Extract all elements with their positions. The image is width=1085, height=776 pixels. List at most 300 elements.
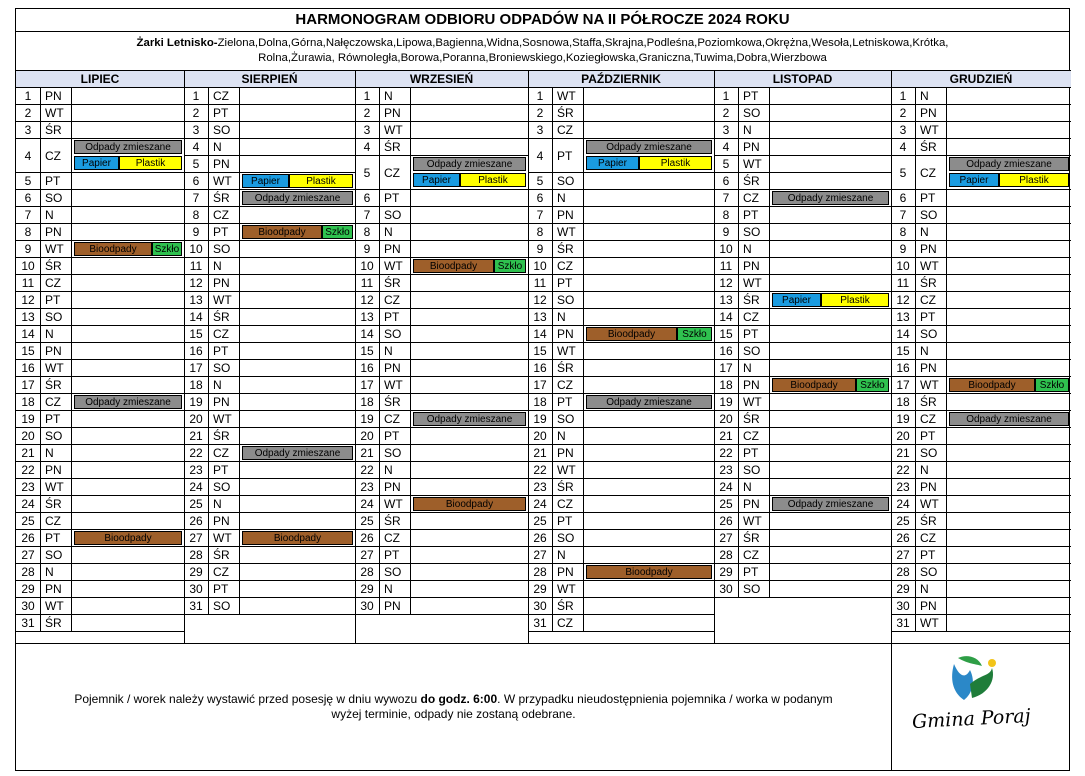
day-row bbox=[355, 343, 528, 360]
weekday: ŚR bbox=[41, 377, 72, 393]
day-row bbox=[16, 173, 184, 190]
weekday: CZ bbox=[209, 88, 240, 104]
day-row bbox=[184, 258, 355, 275]
weekday: CZ bbox=[380, 411, 411, 427]
day-row bbox=[184, 156, 355, 173]
waste-badge-paper: Papier bbox=[586, 156, 639, 170]
day-row bbox=[184, 122, 355, 139]
day-number: 17 bbox=[891, 377, 916, 393]
day-row bbox=[891, 156, 1071, 190]
day-row bbox=[184, 207, 355, 224]
day-row bbox=[184, 105, 355, 122]
day-number: 5 bbox=[528, 173, 553, 189]
weekday: PT bbox=[553, 513, 584, 529]
day-number: 30 bbox=[355, 598, 380, 614]
day-row bbox=[714, 564, 891, 581]
weekday: CZ bbox=[916, 292, 947, 308]
weekday: N bbox=[209, 258, 240, 274]
day-number: 24 bbox=[355, 496, 380, 512]
day-number: 16 bbox=[714, 343, 739, 359]
day-number: 22 bbox=[714, 445, 739, 461]
day-row bbox=[714, 292, 891, 309]
day-number: 10 bbox=[528, 258, 553, 274]
day-row bbox=[184, 479, 355, 496]
day-row bbox=[184, 292, 355, 309]
weekday: WT bbox=[916, 496, 947, 512]
day-row bbox=[16, 445, 184, 462]
day-row bbox=[16, 581, 184, 598]
weekday: PN bbox=[916, 241, 947, 257]
day-number: 17 bbox=[714, 360, 739, 376]
weekday: WT bbox=[41, 241, 72, 257]
weekday: PN bbox=[739, 258, 770, 274]
day-row bbox=[355, 462, 528, 479]
day-row bbox=[891, 377, 1071, 394]
month-column bbox=[184, 70, 355, 643]
day-row bbox=[891, 292, 1071, 309]
day-row bbox=[528, 547, 714, 564]
weekday: CZ bbox=[41, 275, 72, 291]
calendar-grid bbox=[16, 70, 1069, 643]
day-number: 12 bbox=[891, 292, 916, 308]
waste-badge-mixed: Odpady zmieszane bbox=[949, 412, 1069, 426]
weekday: PT bbox=[41, 530, 72, 546]
day-row bbox=[891, 530, 1071, 547]
weekday: PN bbox=[916, 105, 947, 121]
day-row bbox=[184, 343, 355, 360]
day-row bbox=[714, 207, 891, 224]
weekday: SO bbox=[380, 445, 411, 461]
weekday: PN bbox=[41, 343, 72, 359]
day-row bbox=[714, 241, 891, 258]
day-row bbox=[528, 615, 714, 632]
day-row bbox=[891, 428, 1071, 445]
day-row bbox=[528, 309, 714, 326]
day-row bbox=[891, 122, 1071, 139]
weekday: N bbox=[41, 445, 72, 461]
weekday: SO bbox=[916, 207, 947, 223]
day-number: 3 bbox=[16, 122, 41, 138]
weekday: CZ bbox=[380, 292, 411, 308]
day-row bbox=[714, 411, 891, 428]
weekday: N bbox=[553, 309, 584, 325]
weekday: CZ bbox=[380, 156, 411, 189]
day-row bbox=[528, 275, 714, 292]
day-number: 2 bbox=[528, 105, 553, 121]
weekday: PN bbox=[739, 496, 770, 512]
day-row bbox=[891, 275, 1071, 292]
day-row bbox=[355, 360, 528, 377]
day-row bbox=[184, 88, 355, 105]
weekday: N bbox=[380, 88, 411, 104]
day-number: 4 bbox=[528, 139, 553, 172]
day-number: 13 bbox=[184, 292, 209, 308]
day-number: 11 bbox=[714, 258, 739, 274]
day-row bbox=[528, 377, 714, 394]
day-row bbox=[528, 564, 714, 581]
day-number: 12 bbox=[355, 292, 380, 308]
weekday: CZ bbox=[739, 428, 770, 444]
waste-badge-mixed: Odpady zmieszane bbox=[242, 446, 353, 460]
day-row bbox=[355, 530, 528, 547]
day-number: 11 bbox=[16, 275, 41, 291]
day-row bbox=[891, 564, 1071, 581]
day-row bbox=[528, 105, 714, 122]
weekday: PN bbox=[41, 88, 72, 104]
weekday: N bbox=[916, 462, 947, 478]
day-row bbox=[528, 462, 714, 479]
day-row bbox=[184, 496, 355, 513]
day-row bbox=[16, 343, 184, 360]
weekday: WT bbox=[209, 292, 240, 308]
day-row bbox=[714, 479, 891, 496]
day-row bbox=[184, 394, 355, 411]
weekday: ŚR bbox=[739, 173, 770, 189]
day-row bbox=[355, 377, 528, 394]
day-row bbox=[184, 581, 355, 598]
weekday: CZ bbox=[209, 445, 240, 461]
day-number: 12 bbox=[714, 275, 739, 291]
day-number: 4 bbox=[355, 139, 380, 155]
day-row bbox=[355, 513, 528, 530]
day-number: 31 bbox=[891, 615, 916, 631]
day-number: 8 bbox=[891, 224, 916, 240]
weekday: SO bbox=[916, 564, 947, 580]
day-number: 20 bbox=[891, 428, 916, 444]
day-number: 3 bbox=[528, 122, 553, 138]
day-number: 7 bbox=[355, 207, 380, 223]
weekday: SO bbox=[553, 411, 584, 427]
day-number: 9 bbox=[528, 241, 553, 257]
day-number: 5 bbox=[184, 156, 209, 172]
weekday: PT bbox=[553, 139, 584, 172]
weekday: WT bbox=[739, 275, 770, 291]
weekday: PN bbox=[41, 462, 72, 478]
weekday: WT bbox=[553, 462, 584, 478]
day-number: 26 bbox=[714, 513, 739, 529]
weekday: ŚR bbox=[553, 241, 584, 257]
weekday: ŚR bbox=[41, 496, 72, 512]
weekday: WT bbox=[553, 581, 584, 597]
day-row bbox=[528, 224, 714, 241]
day-number: 7 bbox=[891, 207, 916, 223]
weekday: N bbox=[739, 122, 770, 138]
weekday: SO bbox=[553, 292, 584, 308]
day-row bbox=[714, 224, 891, 241]
day-number: 28 bbox=[16, 564, 41, 580]
day-row bbox=[891, 547, 1071, 564]
day-number: 13 bbox=[891, 309, 916, 325]
day-row bbox=[714, 156, 891, 173]
day-number: 1 bbox=[714, 88, 739, 104]
day-row bbox=[891, 581, 1071, 598]
day-row bbox=[16, 207, 184, 224]
day-row bbox=[355, 207, 528, 224]
weekday: ŚR bbox=[739, 292, 770, 308]
day-row bbox=[891, 462, 1071, 479]
weekday: WT bbox=[41, 479, 72, 495]
day-row bbox=[355, 139, 528, 156]
day-row bbox=[355, 479, 528, 496]
day-number: 25 bbox=[528, 513, 553, 529]
day-row bbox=[528, 598, 714, 615]
weekday: ŚR bbox=[916, 275, 947, 291]
day-row bbox=[528, 139, 714, 173]
day-number: 6 bbox=[355, 190, 380, 206]
weekday: ŚR bbox=[41, 258, 72, 274]
month-column bbox=[16, 70, 184, 643]
weekday: PN bbox=[739, 139, 770, 155]
weekday: PT bbox=[553, 275, 584, 291]
weekday: N bbox=[41, 326, 72, 342]
weekday: ŚR bbox=[209, 547, 240, 563]
day-number: 7 bbox=[714, 190, 739, 206]
weekday: PN bbox=[916, 598, 947, 614]
weekday: PT bbox=[41, 292, 72, 308]
weekday: PN bbox=[41, 581, 72, 597]
day-row bbox=[528, 326, 714, 343]
day-row bbox=[528, 479, 714, 496]
day-number: 2 bbox=[714, 105, 739, 121]
waste-badge-bio: Bioodpady bbox=[74, 531, 182, 545]
day-number: 4 bbox=[16, 139, 41, 172]
weekday: N bbox=[209, 496, 240, 512]
day-number: 9 bbox=[355, 241, 380, 257]
waste-badge-mixed: Odpady zmieszane bbox=[949, 157, 1069, 171]
month-header: LISTOPAD bbox=[714, 70, 891, 88]
day-number: 30 bbox=[16, 598, 41, 614]
day-row bbox=[16, 496, 184, 513]
day-row bbox=[891, 207, 1071, 224]
day-number: 5 bbox=[714, 156, 739, 172]
day-row bbox=[16, 275, 184, 292]
day-row bbox=[16, 360, 184, 377]
weekday: WT bbox=[916, 258, 947, 274]
weekday: PT bbox=[380, 547, 411, 563]
day-number: 9 bbox=[16, 241, 41, 257]
day-number: 12 bbox=[16, 292, 41, 308]
day-row bbox=[184, 428, 355, 445]
day-number: 30 bbox=[184, 581, 209, 597]
weekday: N bbox=[916, 581, 947, 597]
weekday: ŚR bbox=[380, 513, 411, 529]
day-row bbox=[891, 241, 1071, 258]
day-number: 22 bbox=[528, 462, 553, 478]
day-row bbox=[16, 105, 184, 122]
day-row bbox=[355, 445, 528, 462]
note-text-3: wyżej terminie, odpady nie zostaną odebrane. bbox=[331, 707, 576, 721]
weekday: CZ bbox=[916, 156, 947, 189]
day-row bbox=[16, 122, 184, 139]
weekday: SO bbox=[209, 241, 240, 257]
weekday: PT bbox=[739, 88, 770, 104]
street-list-line-1 bbox=[16, 36, 1069, 51]
weekday: ŚR bbox=[553, 479, 584, 495]
waste-badge-mixed: Odpady zmieszane bbox=[586, 140, 712, 154]
weekday: SO bbox=[209, 598, 240, 614]
weekday: CZ bbox=[209, 326, 240, 342]
day-number: 21 bbox=[184, 428, 209, 444]
weekday: CZ bbox=[553, 122, 584, 138]
weekday: N bbox=[916, 224, 947, 240]
weekday: PT bbox=[916, 190, 947, 206]
day-number: 11 bbox=[528, 275, 553, 291]
waste-badge-paper: Papier bbox=[242, 174, 289, 188]
weekday: CZ bbox=[553, 377, 584, 393]
weekday: CZ bbox=[209, 564, 240, 580]
day-number: 16 bbox=[355, 360, 380, 376]
weekday: PT bbox=[739, 207, 770, 223]
waste-badge-plastic: Plastik bbox=[639, 156, 712, 170]
day-number: 1 bbox=[528, 88, 553, 104]
day-row bbox=[16, 224, 184, 241]
weekday: SO bbox=[209, 360, 240, 376]
waste-badge-mixed: Odpady zmieszane bbox=[74, 395, 182, 409]
waste-badge-mixed: Odpady zmieszane bbox=[772, 497, 889, 511]
day-number: 19 bbox=[184, 394, 209, 410]
day-number: 26 bbox=[528, 530, 553, 546]
day-row bbox=[528, 241, 714, 258]
month-column bbox=[355, 70, 528, 643]
weekday: WT bbox=[553, 88, 584, 104]
weekday: SO bbox=[553, 530, 584, 546]
streets-line-1: Zielona,Dolna,Górna,Nałęczowska,Lipowa,Bagienna,Widna,Sosnowa,Staffa,Skrajna,Podleśna,Poziomkowa,Okrężna,Wesoła,Letniskowa,Krótka, bbox=[217, 37, 949, 49]
weekday: SO bbox=[380, 207, 411, 223]
weekday: SO bbox=[916, 445, 947, 461]
weekday: PN bbox=[209, 156, 240, 172]
weekday: WT bbox=[916, 377, 947, 393]
day-row bbox=[528, 411, 714, 428]
day-number: 16 bbox=[16, 360, 41, 376]
weekday: CZ bbox=[739, 190, 770, 206]
weekday: PT bbox=[916, 309, 947, 325]
day-number: 27 bbox=[891, 547, 916, 563]
waste-badge-bio: Bioodpady bbox=[772, 378, 856, 392]
day-number: 4 bbox=[184, 139, 209, 155]
note-text-2: . W przypadku nieudostępnienia pojemnika / worka w podanym bbox=[497, 692, 833, 706]
weekday: PT bbox=[380, 190, 411, 206]
column-divider bbox=[528, 70, 529, 643]
day-number: 26 bbox=[355, 530, 380, 546]
day-number: 25 bbox=[714, 496, 739, 512]
day-row bbox=[528, 445, 714, 462]
day-number: 27 bbox=[714, 530, 739, 546]
weekday: SO bbox=[41, 309, 72, 325]
weekday: N bbox=[41, 207, 72, 223]
day-number: 4 bbox=[891, 139, 916, 155]
month-column bbox=[714, 70, 891, 643]
day-number: 7 bbox=[528, 207, 553, 223]
day-row bbox=[714, 275, 891, 292]
weekday: PN bbox=[209, 513, 240, 529]
day-row bbox=[184, 564, 355, 581]
day-number: 15 bbox=[355, 343, 380, 359]
day-row bbox=[355, 105, 528, 122]
day-row bbox=[528, 343, 714, 360]
day-number: 17 bbox=[528, 377, 553, 393]
day-number: 14 bbox=[714, 309, 739, 325]
day-number: 19 bbox=[355, 411, 380, 427]
column-divider bbox=[891, 70, 892, 643]
day-number: 23 bbox=[355, 479, 380, 495]
day-row bbox=[184, 445, 355, 462]
weekday: PN bbox=[553, 207, 584, 223]
day-row bbox=[714, 581, 891, 598]
day-row bbox=[16, 462, 184, 479]
day-number: 3 bbox=[714, 122, 739, 138]
day-row bbox=[714, 258, 891, 275]
weekday: SO bbox=[209, 122, 240, 138]
day-number: 24 bbox=[16, 496, 41, 512]
day-number: 8 bbox=[528, 224, 553, 240]
day-number: 19 bbox=[16, 411, 41, 427]
day-row bbox=[891, 513, 1071, 530]
day-number: 3 bbox=[184, 122, 209, 138]
weekday: WT bbox=[209, 173, 240, 189]
day-row bbox=[714, 139, 891, 156]
day-number: 1 bbox=[891, 88, 916, 104]
day-number: 8 bbox=[714, 207, 739, 223]
waste-badge-plastic: Plastik bbox=[999, 173, 1069, 187]
day-row bbox=[355, 275, 528, 292]
weekday: SO bbox=[739, 462, 770, 478]
weekday: N bbox=[739, 479, 770, 495]
weekday: SO bbox=[739, 343, 770, 359]
day-number: 23 bbox=[184, 462, 209, 478]
weekday: CZ bbox=[916, 411, 947, 427]
waste-badge-plastic: Plastik bbox=[289, 174, 353, 188]
day-number: 9 bbox=[184, 224, 209, 240]
day-number: 24 bbox=[528, 496, 553, 512]
day-row bbox=[891, 411, 1071, 428]
day-number: 28 bbox=[528, 564, 553, 580]
day-number: 18 bbox=[891, 394, 916, 410]
day-number: 10 bbox=[714, 241, 739, 257]
day-row bbox=[16, 190, 184, 207]
day-number: 18 bbox=[528, 394, 553, 410]
day-number: 14 bbox=[184, 309, 209, 325]
weekday: WT bbox=[916, 122, 947, 138]
day-number: 26 bbox=[891, 530, 916, 546]
day-number: 6 bbox=[714, 173, 739, 189]
weekday: SO bbox=[739, 581, 770, 597]
weekday: PT bbox=[916, 428, 947, 444]
day-number: 29 bbox=[714, 564, 739, 580]
day-number: 21 bbox=[16, 445, 41, 461]
day-number: 21 bbox=[528, 445, 553, 461]
day-row bbox=[528, 581, 714, 598]
day-number: 18 bbox=[355, 394, 380, 410]
weekday: N bbox=[209, 377, 240, 393]
weekday: PN bbox=[209, 275, 240, 291]
day-row bbox=[184, 190, 355, 207]
weekday: PN bbox=[380, 105, 411, 121]
day-row bbox=[184, 462, 355, 479]
waste-badge-glass: Szkło bbox=[856, 378, 889, 392]
weekday: ŚR bbox=[739, 530, 770, 546]
day-number: 10 bbox=[355, 258, 380, 274]
weekday: CZ bbox=[553, 496, 584, 512]
day-number: 4 bbox=[714, 139, 739, 155]
waste-badge-paper: Papier bbox=[74, 156, 119, 170]
weekday: ŚR bbox=[916, 394, 947, 410]
day-row bbox=[891, 496, 1071, 513]
weekday: N bbox=[380, 462, 411, 478]
day-row bbox=[16, 479, 184, 496]
day-number: 2 bbox=[891, 105, 916, 121]
logo-text: Gmina Poraj bbox=[911, 704, 1032, 734]
month-header: PAŹDZIERNIK bbox=[528, 70, 714, 88]
